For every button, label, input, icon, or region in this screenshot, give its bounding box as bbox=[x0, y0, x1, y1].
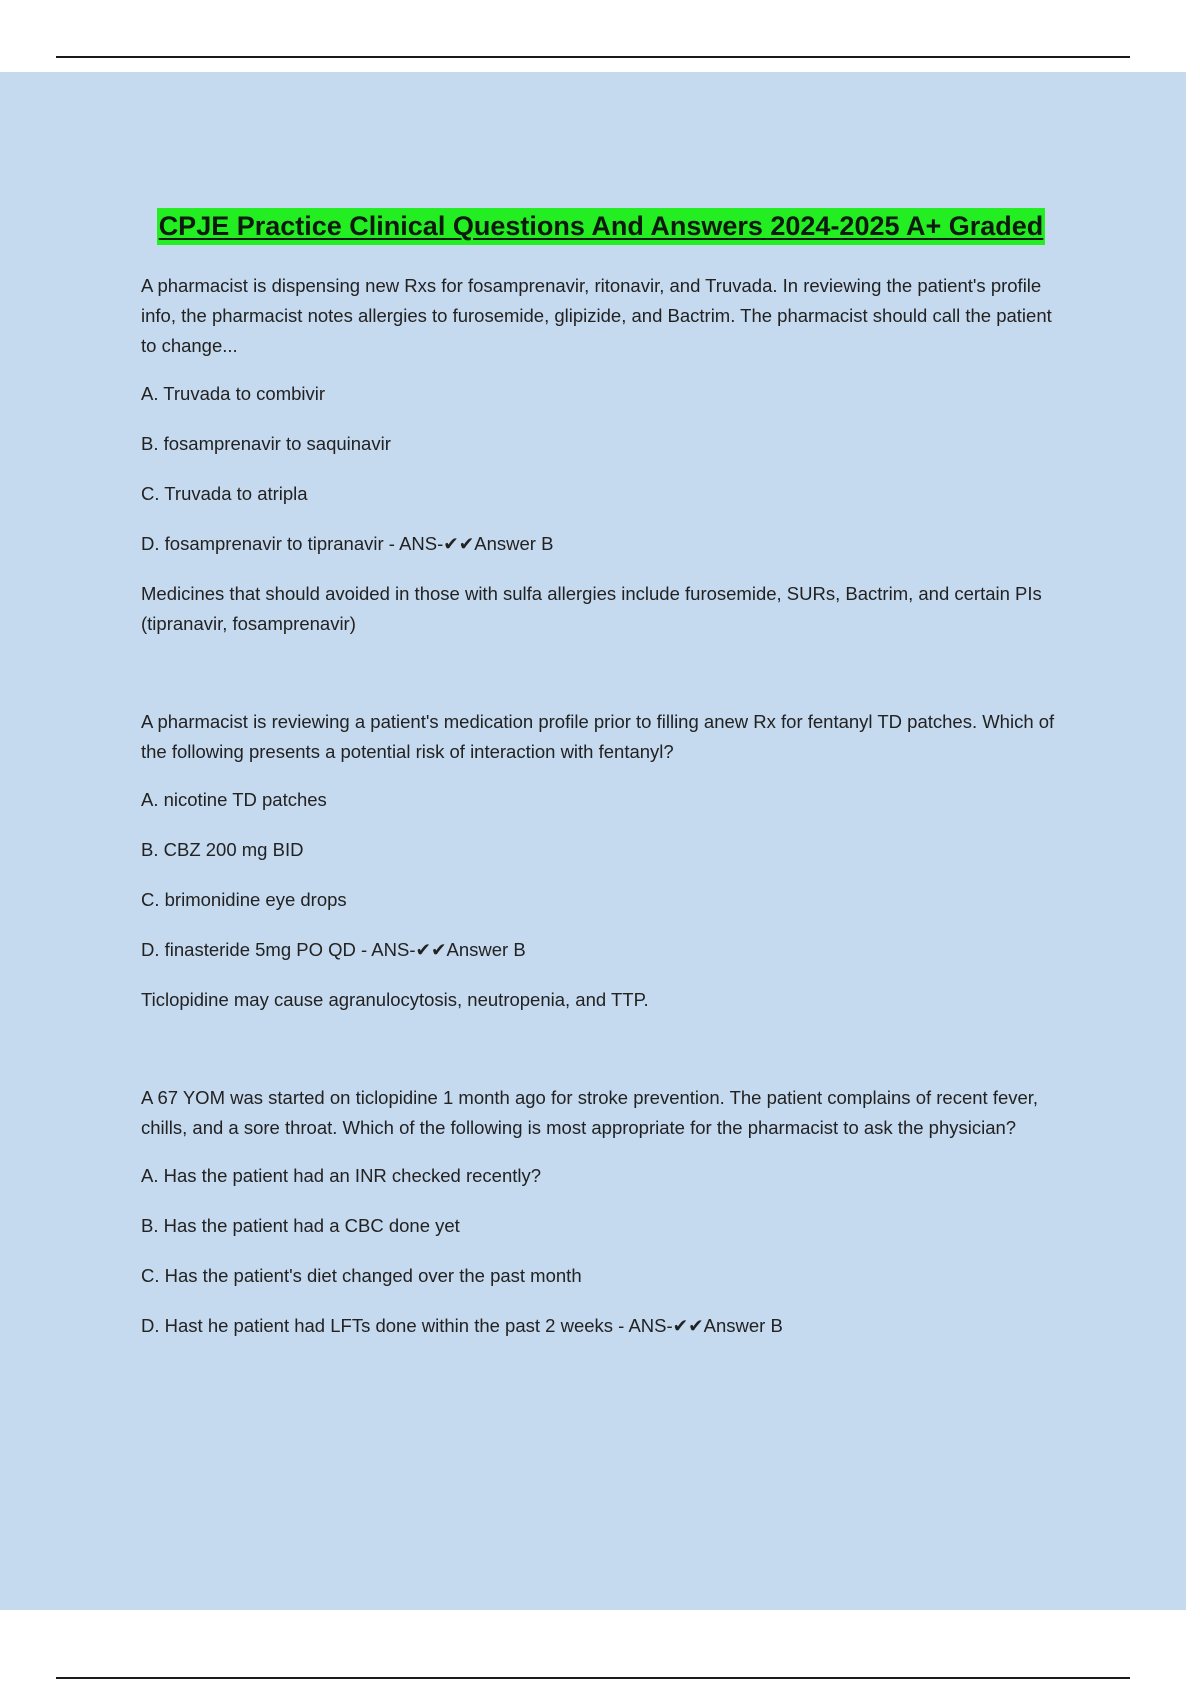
answer-option: A. Has the patient had an INR checked recently? bbox=[141, 1165, 542, 1186]
question-block bbox=[141, 271, 1061, 639]
question-block bbox=[141, 707, 1061, 1015]
answer-option: A. nicotine TD patches bbox=[141, 789, 327, 810]
answer-option: D. Hast he patient had LFTs done within the past 2 weeks - ANS-✔✔Answer B bbox=[141, 1315, 783, 1336]
answer-option: A. Truvada to combivir bbox=[141, 383, 326, 404]
document-content bbox=[141, 208, 1061, 1361]
spacer bbox=[141, 1015, 1061, 1083]
answer-option: D. finasteride 5mg PO QD - ANS-✔✔Answer B bbox=[141, 939, 526, 960]
answer-option: C. brimonidine eye drops bbox=[141, 889, 347, 910]
explanation-text: Medicines that should avoided in those with sulfa allergies include furosemide, SURs, Bactrim, and certain PIs (tipranavir, fosamprenavir) bbox=[141, 583, 1042, 634]
question-text: A 67 YOM was started on ticlopidine 1 month ago for stroke prevention. The patient complains of recent fever, chills, and a sore throat. Which of the following is most appropriate for the pharmacist to ask the physician? bbox=[141, 1087, 1039, 1138]
document-title: CPJE Practice Clinical Questions And Answers 2024-2025 A+ Graded bbox=[157, 208, 1046, 245]
explanation-text: Ticlopidine may cause agranulocytosis, neutropenia, and TTP. bbox=[141, 989, 649, 1010]
question-block bbox=[141, 1083, 1061, 1341]
answer-option: C. Has the patient's diet changed over the past month bbox=[141, 1265, 582, 1286]
answer-option: B. CBZ 200 mg BID bbox=[141, 839, 304, 860]
title-wrap bbox=[141, 208, 1061, 245]
top-rule bbox=[56, 56, 1130, 58]
bottom-rule bbox=[56, 1677, 1130, 1679]
question-text: A pharmacist is reviewing a patient's medication profile prior to filling anew Rx for fentanyl TD patches. Which of the following presents a potential risk of interaction with fentanyl? bbox=[141, 711, 1055, 762]
spacer bbox=[141, 639, 1061, 707]
answer-option: B. fosamprenavir to saquinavir bbox=[141, 433, 391, 454]
answer-option: D. fosamprenavir to tipranavir - ANS-✔✔Answer B bbox=[141, 533, 554, 554]
answer-option: B. Has the patient had a CBC done yet bbox=[141, 1215, 460, 1236]
question-text: A pharmacist is dispensing new Rxs for fosamprenavir, ritonavir, and Truvada. In reviewing the patient's profile info, the pharmacist notes allergies to furosemide, glipizide, and Bactrim. The pharmacist should call the patient to change... bbox=[141, 275, 1052, 356]
answer-option: C. Truvada to atripla bbox=[141, 483, 308, 504]
